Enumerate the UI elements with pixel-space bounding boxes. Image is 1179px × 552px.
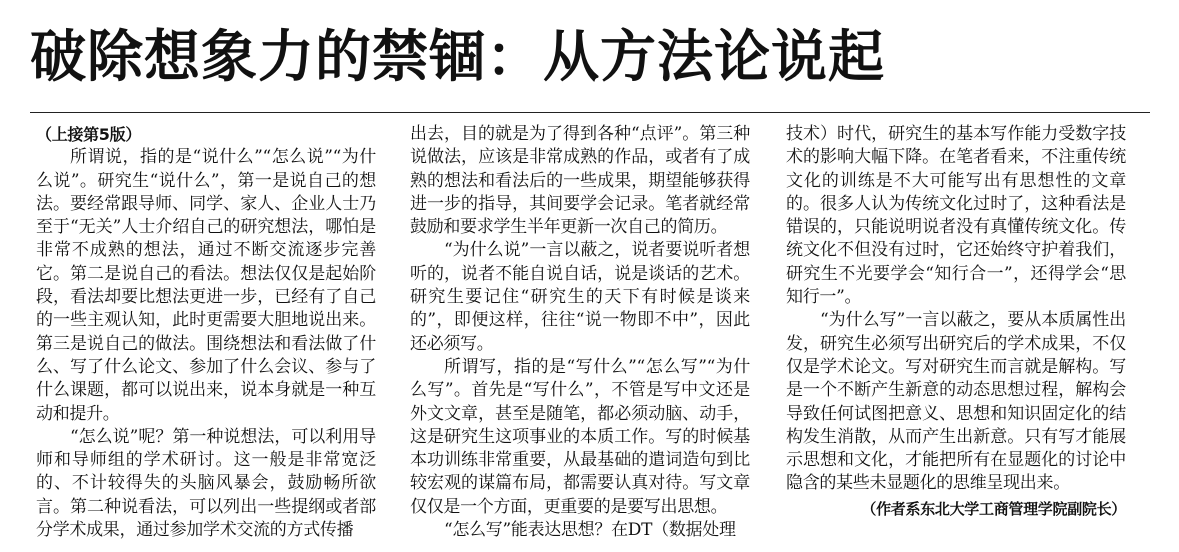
article-column-1 <box>36 123 376 552</box>
article-column-2 <box>410 123 750 552</box>
paragraph-continuation: 技术）时代，研究生的基本写作能力受数字技术的影响大幅下降。在笔者看来，不注重传统文化的训练是不大可能写出有思想性的文章的。很多人认为传统文化过时了，这种看法是错误的，只能说明说者没有真懂传统文化。传统文化不但没有过时，它还始终守护着我们，研究生不光要学会“知行合一”，还得学会“思知行一”。 <box>786 124 1126 308</box>
paragraph: “怎么说”呢？第一种说想法，可以利用导师和导师组的学术研讨。这一般是非常宽泛的、不计较得失的头脑风暴会，鼓励畅所欲言。第二种说看法，可以列出一些提纲或者部分学术成果，通过参加学术交流的方式传播 <box>36 426 376 541</box>
paragraph: 所谓说，指的是“说什么”“怎么说”“为什么说”。研究生“说什么”，第一是说自己的想法。要经常跟导师、同学、家人、企业人士乃至于“无关”人士介绍自己的研究想法，哪怕是非常不成熟的想法，通过不断交流逐步完善它。第二是说自己的看法。想法仅仅是起始阶段，看法却要比想法更进一步，已经有了自己的一些主观认知，此时更需要大胆地说出来。第三是说自己的做法。围绕想法和看法做了什么、写了什么论文、参加了什么会议、参与了什么课题，都可以说出来，说本身就是一种互动和提升。 <box>36 147 376 424</box>
article-headline: 破除想象力的禁锢：从方法论说起 <box>30 25 885 90</box>
article-column-3 <box>786 123 1126 552</box>
paragraph: “为什么说”一言以蔽之，说者要说听者想听的，说者不能自说自话，说是谈话的艺术。研究生要记住“研究生的天下有时候是谈来的”，即便这样，往往“说一物即不中”，因此还必须写。 <box>410 240 750 354</box>
continued-note: （上接第5版） <box>36 125 142 144</box>
paragraph-continuation: 出去，目的就是为了得到各种“点评”。第三种说做法，应该是非常成熟的作品，或者有了成熟的想法和看法后的一些成果，期望能够获得进一步的指导，其间要学会记录。笔者就经常鼓励和要求学生半年更新一次自己的简历。 <box>410 124 750 238</box>
author-note: （作者系东北大学工商管理学院副院长） <box>861 499 1126 518</box>
paragraph: “为什么写”一言以蔽之，要从本质属性出发，研究生必须写出研究后的学术成果，不仅仅是学术论文。写对研究生而言就是解构。写是一个不断产生新意的动态思想过程，解构会导致任何试图把意义、思想和知识固定化的结构发生消散，从而产生出新意。只有写才能展示思想和文化，才能把所有在显题化的讨论中隐含的某些未显题化的思维呈现出来。 <box>786 310 1126 494</box>
headline-rule <box>30 112 1150 113</box>
paragraph: “怎么写”能表达思想？在DT（数据处理 <box>444 520 736 541</box>
paragraph: 所谓写，指的是“写什么”“怎么写”“为什么写”。首先是“写什么”，不管是写中文还是外文文章，甚至是随笔，都必须动脑、动手，这是研究生这项事业的本质工作。写的时候基本功训练非常重要，从最基础的遣词造句到比较宏观的谋篇布局，都需要认真对待。写文章仅仅是一个方面，更重要的是要写出思想。 <box>410 356 750 517</box>
